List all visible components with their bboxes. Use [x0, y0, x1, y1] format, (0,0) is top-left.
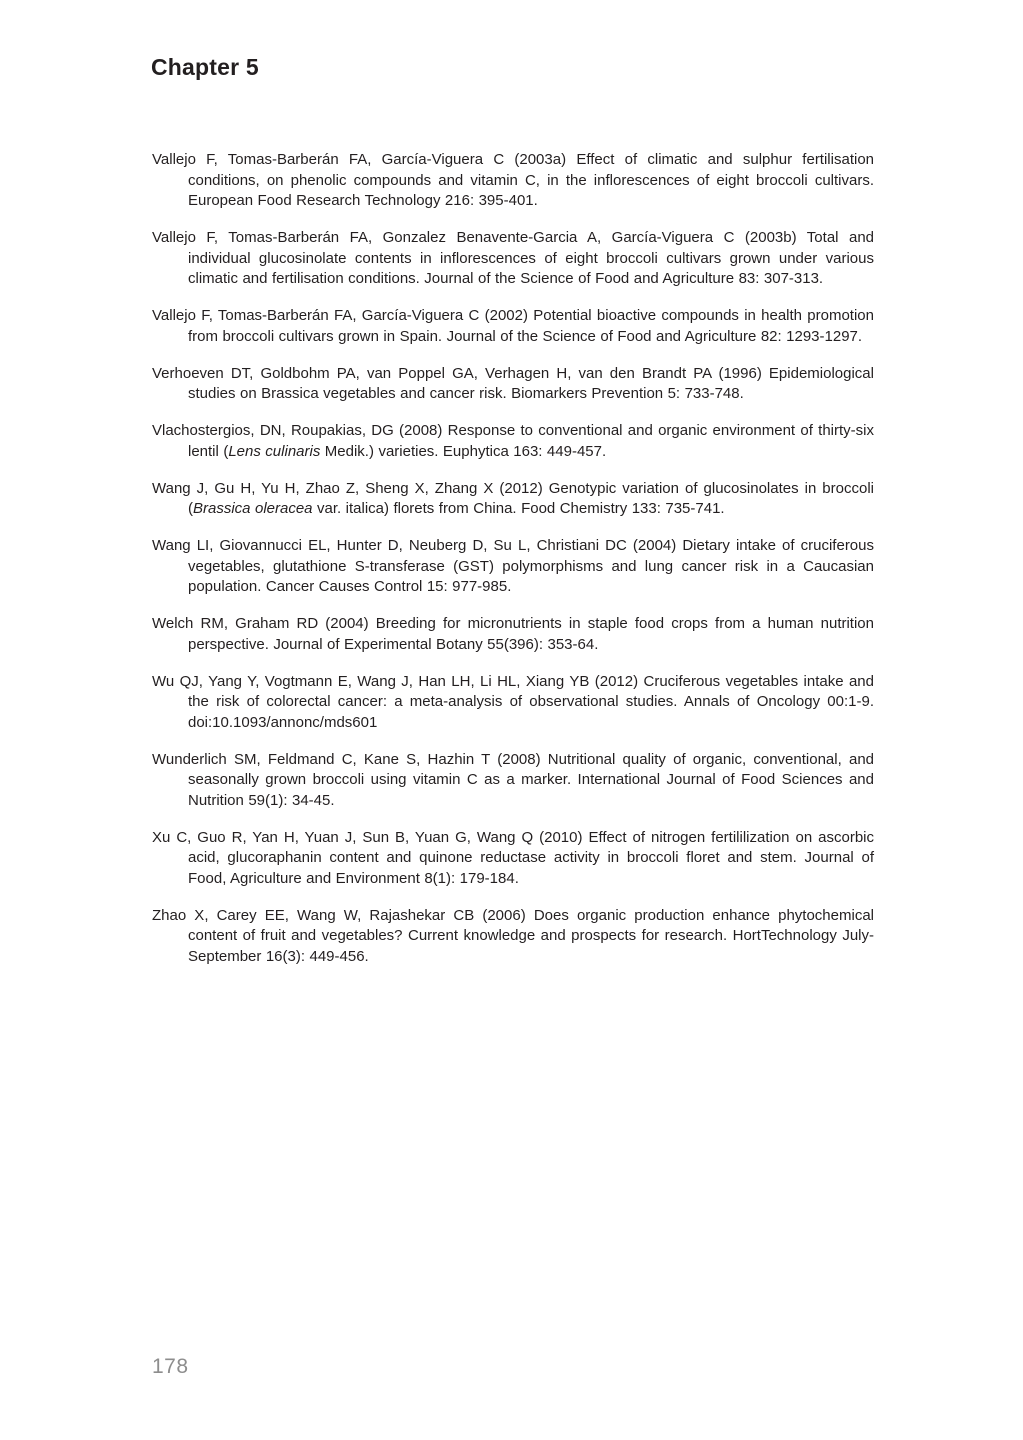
- reference-entry: Vlachostergios, DN, Roupakias, DG (2008) Response to conventional and organic environment of thirty-six lentil (Lens culinaris Medik.) varieties. Euphytica 163: 449-457.: [152, 422, 874, 460]
- reference-entry: Wunderlich SM, Feldmand C, Kane S, Hazhin T (2008) Nutritional quality of organic, conventional, and seasonally grown broccoli using vitamin C as a marker. International Journal of Food Sciences and Nutrition 59(1): 34-45.: [152, 750, 874, 809]
- reference-entry: Welch RM, Graham RD (2004) Breeding for micronutrients in staple food crops from a human nutrition perspective. Journal of Experimental Botany 55(396): 353-64.: [152, 615, 874, 653]
- page-number: 178: [152, 1355, 189, 1378]
- chapter-title: Chapter 5: [151, 54, 259, 80]
- reference-entry: Verhoeven DT, Goldbohm PA, van Poppel GA, Verhagen H, van den Brandt PA (1996) Epidemiological studies on Brassica vegetables and cancer risk. Biomarkers Prevention 5: 733-748.: [152, 364, 874, 402]
- reference-entry: Xu C, Guo R, Yan H, Yuan J, Sun B, Yuan G, Wang Q (2010) Effect of nitrogen fertililization on ascorbic acid, glucoraphanin content and quinone reductase activity in broccoli floret and stem. Journal of Food, Agriculture and Environment 8(1): 179-184.: [152, 828, 874, 887]
- reference-entry: Zhao X, Carey EE, Wang W, Rajashekar CB (2006) Does organic production enhance phytochemical content of fruit and vegetables? Current knowledge and prospects for research. HortTechnology July-September 16(3): 449-456.: [152, 906, 874, 965]
- reference-entry: Wu QJ, Yang Y, Vogtmann E, Wang J, Han LH, Li HL, Xiang YB (2012) Cruciferous vegetables intake and the risk of colorectal cancer: a meta-analysis of observational studies. Annals of Oncology 00:1-9. doi:10.1093/annonc/mds601: [152, 672, 874, 731]
- reference-entry: Wang LI, Giovannucci EL, Hunter D, Neuberg D, Su L, Christiani DC (2004) Dietary intake of cruciferous vegetables, glutathione S-transferase (GST) polymorphisms and lung cancer risk in a Caucasian population. Cancer Causes Control 15: 977-985.: [152, 537, 874, 595]
- reference-entry: Vallejo F, Tomas-Barberán FA, Gonzalez Benavente-Garcia A, García-Viguera C (2003b) Total and individual glucosinolate contents in inflorescences of eight broccoli cultivars grown under various climatic and fertilisation conditions. Journal of the Science of Food and Agriculture 83: 307-313.: [152, 229, 874, 287]
- references-list: [152, 150, 874, 984]
- reference-entry: Vallejo F, Tomas-Barberán FA, García-Viguera C (2003a) Effect of climatic and sulphur fertilisation conditions, on phenolic compounds and vitamin C, in the inflorescences of eight broccoli cultivars. European Food Research Technology 216: 395-401.: [152, 151, 874, 209]
- reference-entry: Wang J, Gu H, Yu H, Zhao Z, Sheng X, Zhang X (2012) Genotypic variation of glucosinolates in broccoli (Brassica oleracea var. italica) florets from China. Food Chemistry 133: 735-741.: [152, 479, 874, 517]
- reference-entry: Vallejo F, Tomas-Barberán FA, García-Viguera C (2002) Potential bioactive compounds in health promotion from broccoli cultivars grown in Spain. Journal of the Science of Food and Agriculture 82: 1293-1297.: [152, 307, 874, 345]
